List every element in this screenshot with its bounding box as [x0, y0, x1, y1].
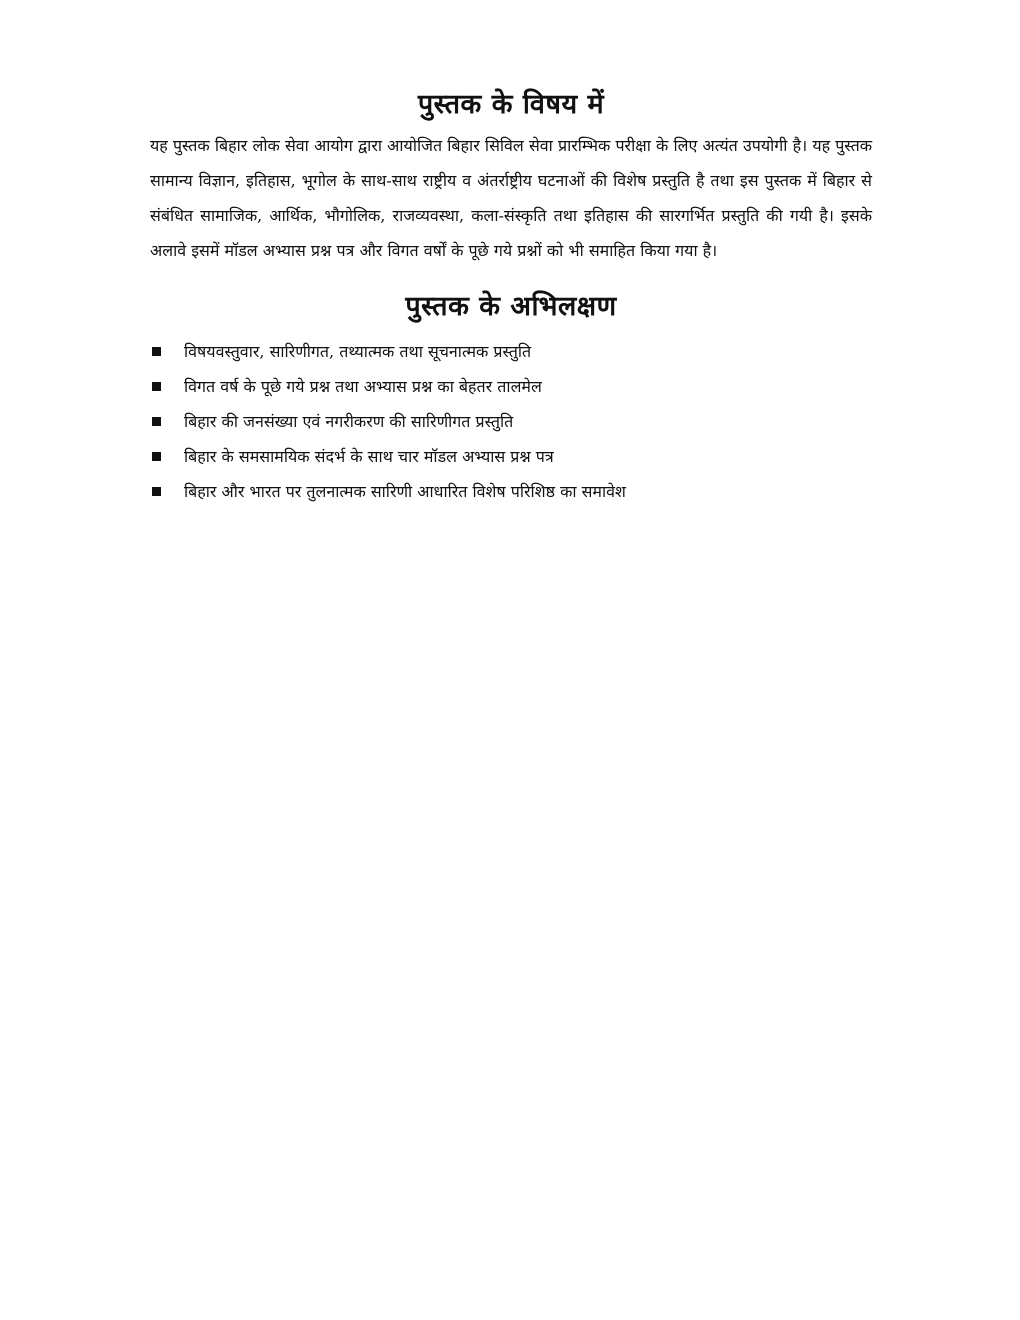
square-bullet-icon — [152, 382, 161, 391]
list-item — [150, 474, 872, 509]
about-book-heading: पुस्तक के विषय में — [417, 89, 605, 120]
list-item — [150, 369, 872, 404]
document-page — [150, 82, 872, 509]
about-book-paragraph: यह पुस्तक बिहार लोक सेवा आयोग द्वारा आयोजित बिहार सिविल सेवा प्रारम्भिक परीक्षा के लिए अत्यंत उपयोगी है। यह पुस्तक सामान्य विज्ञान, इतिहास, भूगोल के साथ-साथ राष्ट्रीय व अंतर्राष्ट्रीय घटनाओं की विशेष प्रस्तुति है तथा इस पुस्तक में बिहार से संबंधित सामाजिक, आर्थिक, भौगोलिक, राजव्यवस्था, कला-संस्कृति तथा इतिहास की सारगर्भित प्रस्तुति की गयी है। इसके अलावे इसमें मॉडल अभ्यास प्रश्न पत्र और विगत वर्षों के पूछे गये प्रश्नों को भी समाहित किया गया है। — [150, 136, 872, 260]
list-item — [150, 334, 872, 369]
feature-text: बिहार के समसामयिक संदर्भ के साथ चार मॉडल अभ्यास प्रश्न पत्र — [184, 447, 554, 466]
book-features-heading: पुस्तक के अभिलक्षण — [405, 291, 617, 322]
features-list — [150, 334, 872, 509]
feature-text: बिहार की जनसंख्या एवं नगरीकरण की सारिणीगत प्रस्तुति — [184, 412, 514, 431]
feature-text: बिहार और भारत पर तुलनात्मक सारिणी आधारित विशेष परिशिष्ठ का समावेश — [184, 482, 626, 501]
list-item — [150, 439, 872, 474]
list-item — [150, 404, 872, 439]
feature-text: विगत वर्ष के पूछे गये प्रश्न तथा अभ्यास प्रश्न का बेहतर तालमेल — [184, 377, 542, 396]
feature-text: विषयवस्तुवार, सारिणीगत, तथ्यात्मक तथा सूचनात्मक प्रस्तुति — [184, 342, 532, 361]
square-bullet-icon — [152, 487, 161, 496]
square-bullet-icon — [152, 417, 161, 426]
square-bullet-icon — [152, 347, 161, 356]
square-bullet-icon — [152, 452, 161, 461]
